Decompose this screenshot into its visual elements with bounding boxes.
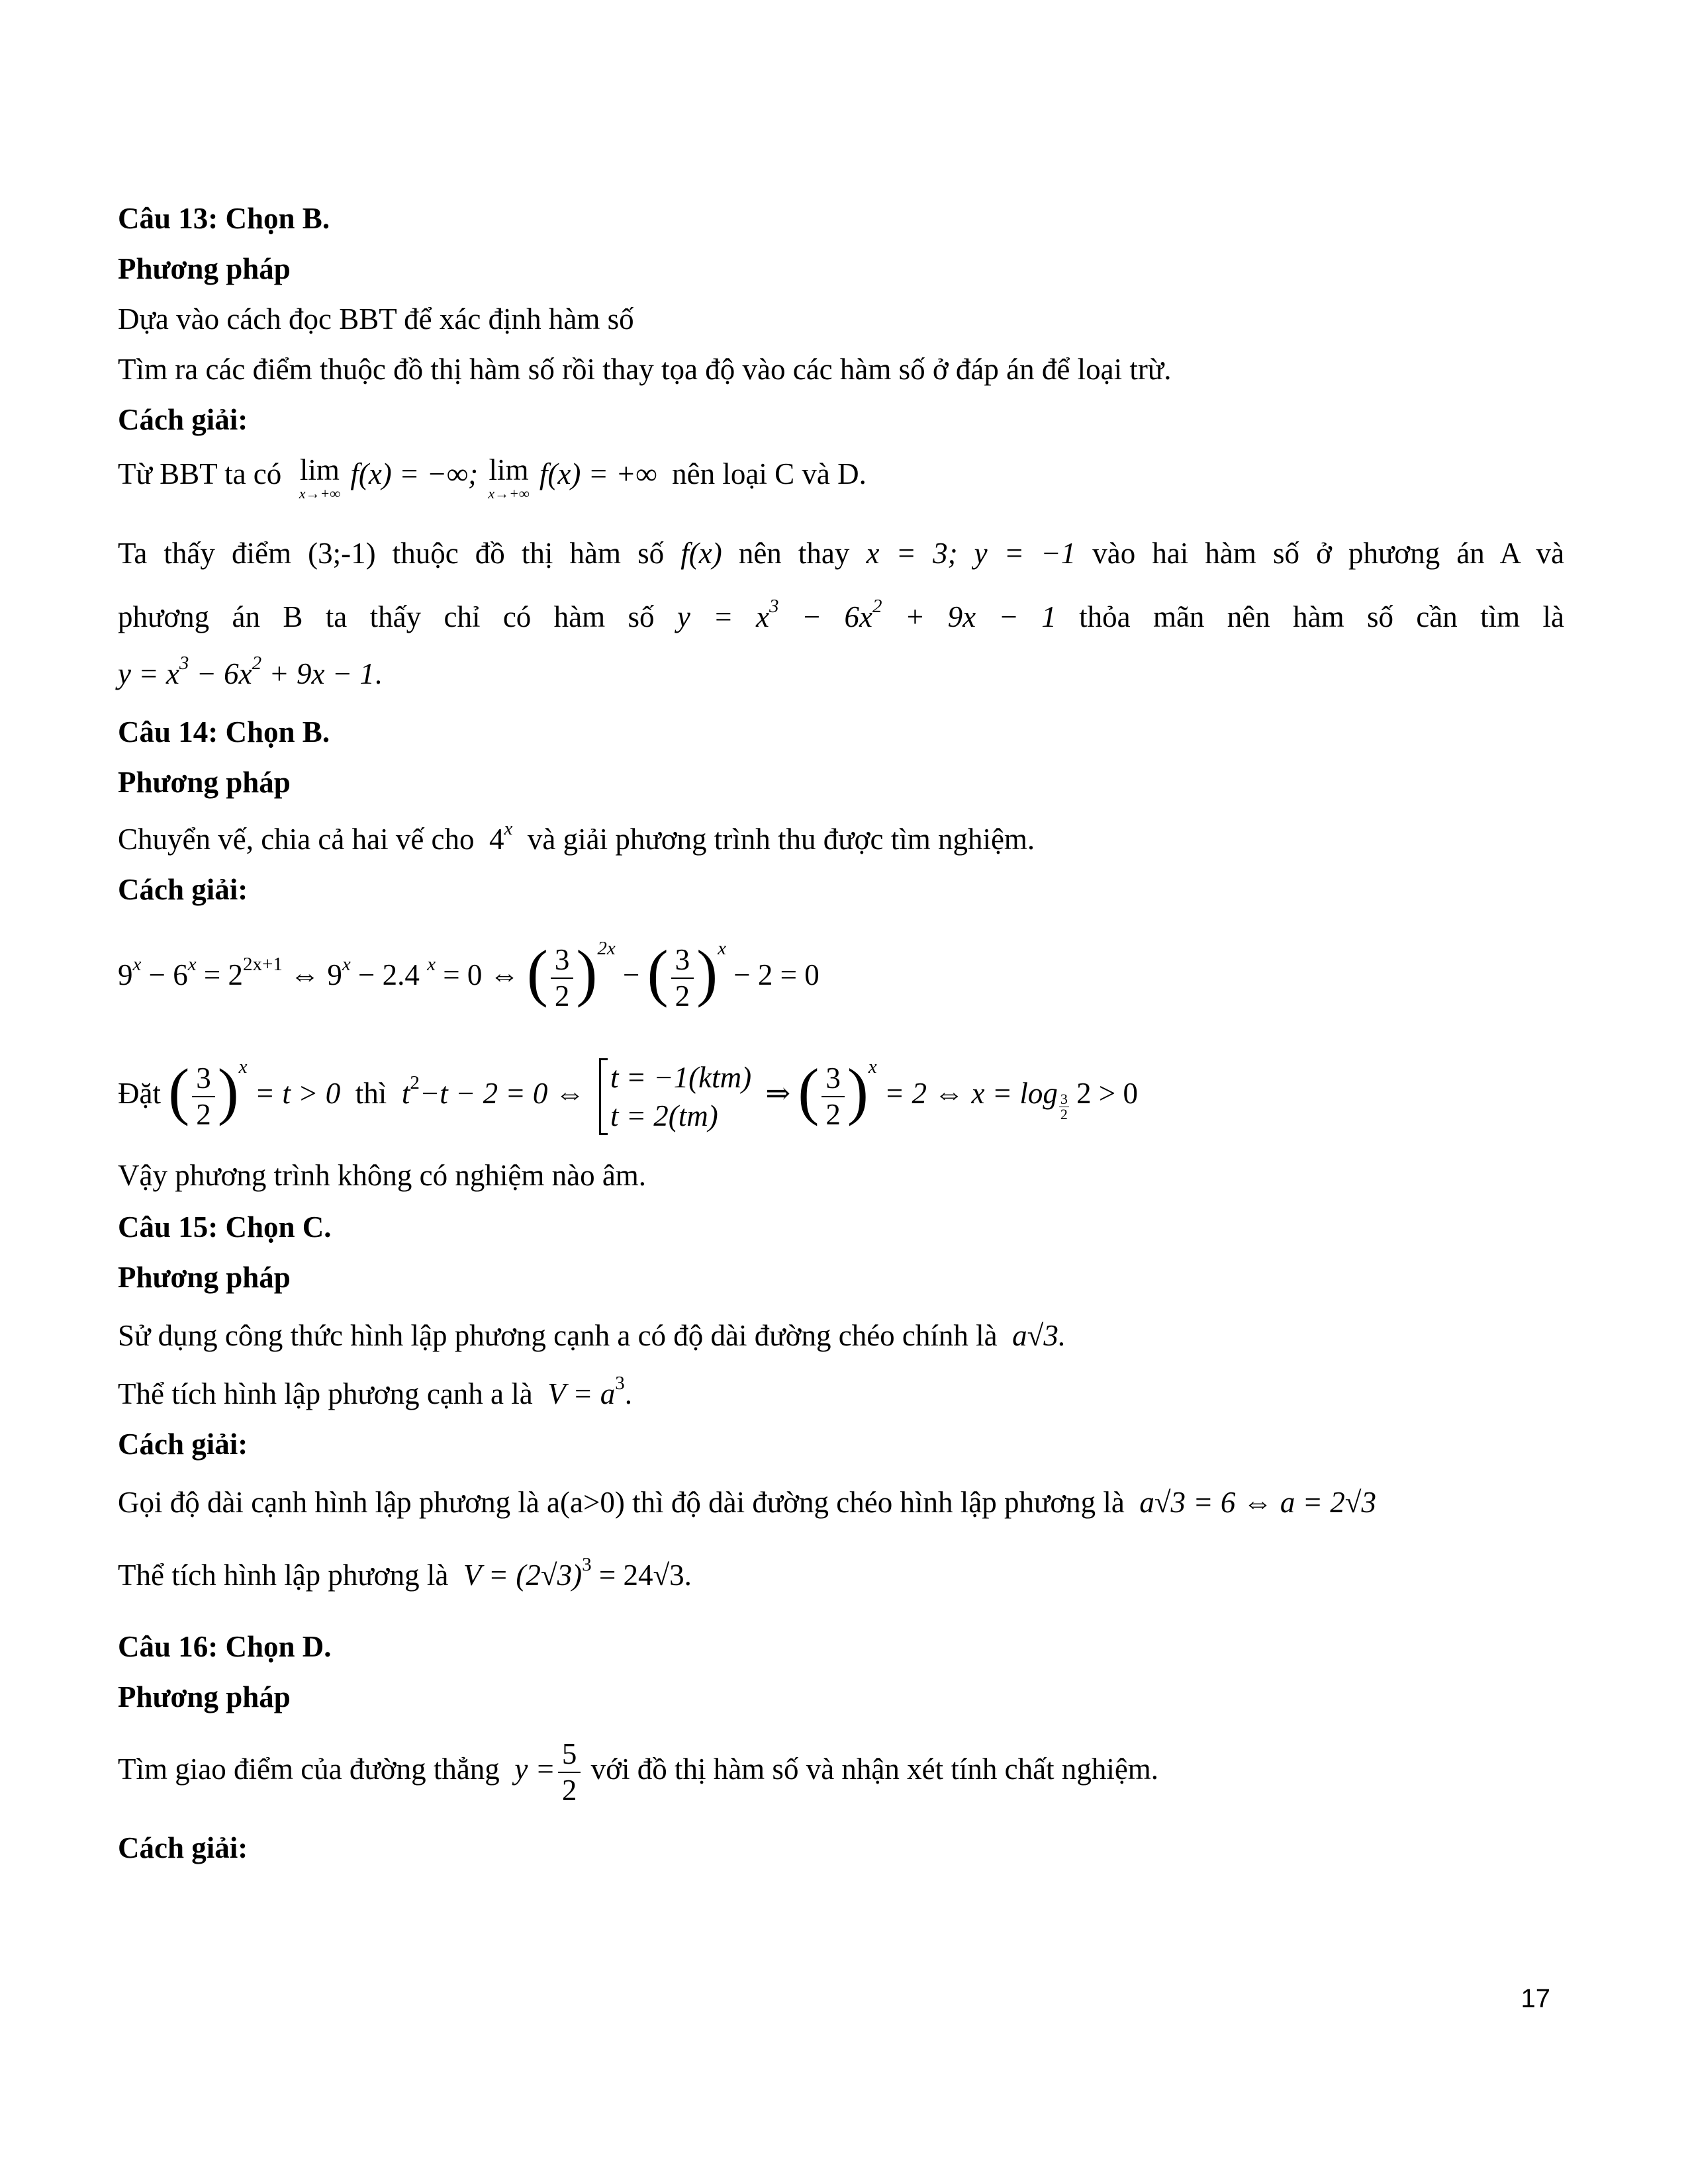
limit-expression-1: lim x→+∞ (299, 453, 341, 502)
log-base-fraction: $\frac{3}{2}$ (1060, 1091, 1068, 1122)
q15-solution-title: Cách giải: (118, 1428, 248, 1461)
q15-method-line-2: Thể tích hình lập phương cạnh a là $V = a^3$. (118, 1373, 633, 1410)
q13-solution-line-4: $y = x^3 - 6x^2 + 9x - 1$. (118, 653, 383, 690)
q16-method-line-1: Tìm giao điểm của đường thẳng y = $\frac{5}{2}$ với đồ thị hàm số và nhận xét tính chất nghiệm. (118, 1737, 1159, 1807)
q16-method-title: Phương pháp (118, 1680, 291, 1713)
fraction-3-2: $\frac{3}{2}$ (821, 1064, 845, 1130)
q14-method-title: Phương pháp (118, 766, 291, 799)
q13-method-line-2: Tìm ra các điểm thuộc đồ thị hàm số rồi thay tọa độ vào các hàm số ở đáp án để loại trừ. (118, 353, 1172, 386)
q16-heading: Câu 16: Chọn D. (118, 1630, 332, 1663)
case-bracket: t = −1(ktm) t = 2(tm) (599, 1058, 751, 1135)
page-number: 17 (1521, 1984, 1550, 2013)
fraction-3-2: $\frac{3}{2}$ (671, 945, 694, 1011)
q14-equation-2: Đặt ( $\frac{3}{2}$ )$^x$ = t > 0 thì $t^2-t - 2 = 0$ ⇔ t = −1(ktm) t = 2(tm) ⇒ ( $\frac{3}{2}$ )$^x$ = 2 ⇔ x = log $\frac{3}{2}$ 2 > 0 (118, 1047, 1138, 1140)
q13-solution-line-2: Ta thấy điểm (3;-1) thuộc đồ thị hàm số f(x) nên thay x = 3; y = −1 vào hai hàm số ở phương án A và (118, 537, 1565, 570)
q14-solution-title: Cách giải: (118, 873, 248, 906)
q15-method-title: Phương pháp (118, 1261, 291, 1294)
fraction-3-2: $\frac{3}{2}$ (192, 1064, 215, 1130)
q13-solution-line-3: phương án B ta thấy chỉ có hàm số $y = x^3 - 6x^2 + 9x - 1$ thỏa mãn nên hàm số cần tìm là (118, 596, 1565, 633)
q13-method-title: Phương pháp (118, 252, 291, 285)
q13-solution-line-1: Từ BBT ta có lim x→+∞ f(x) = −∞; lim x→+∞ f(x) = +∞ nên loại C và D. (118, 453, 867, 502)
q15-heading: Câu 15: Chọn C. (118, 1210, 332, 1244)
q14-conclusion: Vậy phương trình không có nghiệm nào âm. (118, 1159, 647, 1192)
fraction-3-2: $\frac{3}{2}$ (551, 945, 574, 1011)
q13-heading: Câu 13: Chọn B. (118, 202, 330, 235)
q15-solution-line-1: Gọi độ dài cạnh hình lập phương là a(a>0) thì độ dài đường chéo hình lập phương là a√3 = 6 ⇔ a = 2√3 (118, 1486, 1376, 1519)
q14-method-line-1: Chuyển vế, chia cả hai vế cho 4$^x$ và giải phương trình thu được tìm nghiệm. (118, 818, 1035, 856)
q15-method-line-1: Sử dụng công thức hình lập phương cạnh a có độ dài đường chéo chính là a√3. (118, 1319, 1066, 1352)
fraction-5-2: $\frac{5}{2}$ (558, 1739, 581, 1805)
q14-equation-1: $9^x - 6^x = 2^{2x+1}$ ⇔ $9^x - 2.4$ $^x$ = 0 ⇔ ( $\frac{3}{2}$ )$^{2x}$ − ( $\frac{3}{2}$ )$^x$ − 2 = 0 (118, 937, 820, 1013)
q16-solution-title: Cách giải: (118, 1831, 248, 1864)
q13-method-line-1: Dựa vào cách đọc BBT để xác định hàm số (118, 302, 634, 336)
q13-solution-title: Cách giải: (118, 403, 248, 436)
limit-expression-2: lim x→+∞ (488, 453, 530, 502)
q15-solution-line-2: Thể tích hình lập phương là $V = (2√3)^3 = 24√3$. (118, 1554, 692, 1592)
q14-heading: Câu 14: Chọn B. (118, 715, 330, 749)
